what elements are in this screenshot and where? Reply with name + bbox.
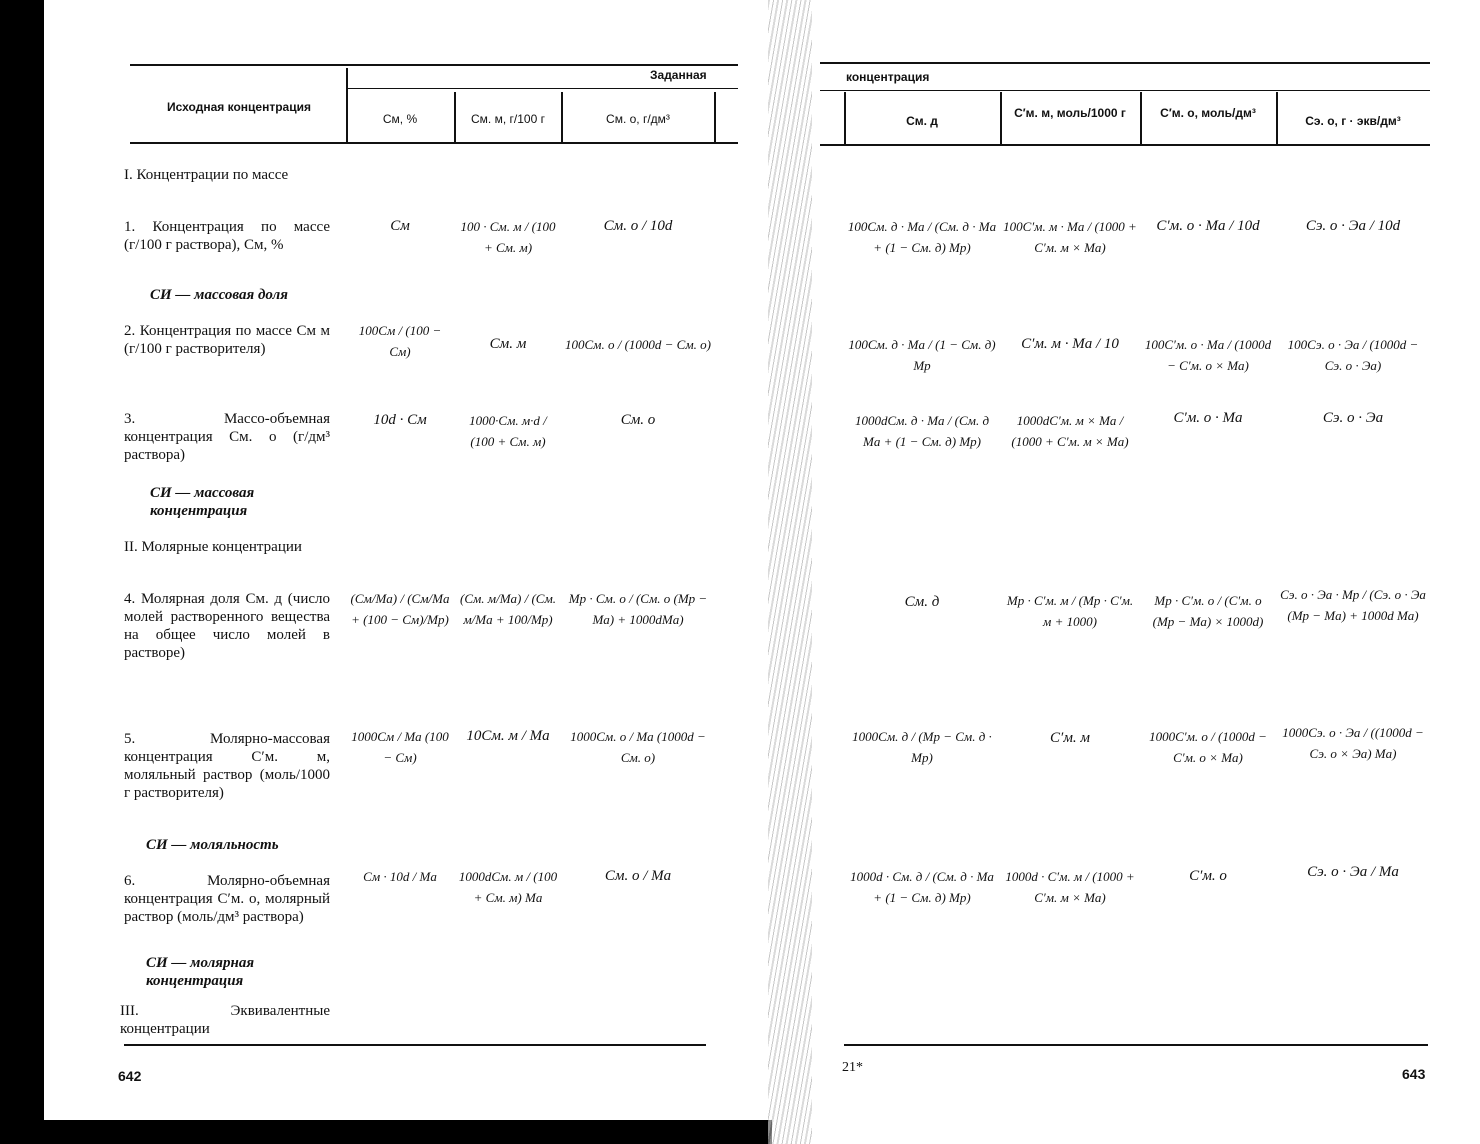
formula-cell: 1000dC′м. м × Mа / (1000 + C′м. м × Mа) <box>1011 413 1129 449</box>
book-spine <box>768 0 812 1144</box>
bottom-rule <box>124 1044 706 1046</box>
row-label: 5. Молярно-массовая концентрация C′м. м, моляльный раствор (моль/1000 г растворителя) <box>124 731 330 801</box>
formula-cell: 100C′м. о · Mа / (1000d − C′м. о × Mа) <box>1144 337 1272 373</box>
formula-cell: 1000C′м. о / (1000d − C′м. о × Mа) <box>1149 729 1267 765</box>
formula-cell: 1000d · Cм. д / (Cм. д · Mа + (1 − Cм. д) Mр) <box>850 869 994 905</box>
group-header: Заданная <box>650 68 707 82</box>
page-number: 643 <box>1402 1066 1426 1082</box>
row-label: I. Концентрации по массе <box>124 167 289 183</box>
formula-cell: Cэ. о · Эа <box>1322 410 1384 426</box>
si-note: СИ — массовая концентрация <box>150 485 255 519</box>
group-header-rule <box>348 88 738 89</box>
formula-cell: Mр · Cм. о / (Cм. о (Mр − Mа) + 1000dMа) <box>568 591 708 627</box>
formula-cell: Cм. о <box>620 412 656 428</box>
header-divider <box>714 92 716 144</box>
row-header: Исходная концентрация <box>167 100 311 114</box>
formula-cell: Cм. д <box>904 594 940 610</box>
formula-cell: 100Cм. о / (1000d − Cм. о) <box>565 337 711 352</box>
table-top-rule <box>820 62 1430 64</box>
formula-cell: 100C′м. м · Mа / (1000 + C′м. м × Mа) <box>1003 219 1137 255</box>
formula-cell: 1000Cм. о / Mа (1000d − Cм. о) <box>570 729 706 765</box>
formula-cell: 1000dCм. д · Mа / (Cм. д Mа + (1 − Cм. д) Mр) <box>854 413 990 449</box>
formula-cell: C′м. о · Mа / 10d <box>1156 218 1260 234</box>
left-page <box>44 0 772 1120</box>
row-label: 1. Концентрация по массе (г/100 г раствора), Cм, % <box>124 219 330 253</box>
header-bottom-rule <box>820 144 1430 146</box>
formula-cell: 100Cм. д · Mа / (Cм. д · Mа + (1 − Cм. д) Mр) <box>847 219 997 255</box>
row-label: III. Эквивалентные концентрации <box>120 1003 330 1037</box>
formula-cell: Cм · 10d / Mа <box>363 869 437 884</box>
column-header: Cэ. о, г · экв/дм³ <box>1305 114 1401 128</box>
row-label: 3. Массо-объемная концентрация Cм. о (г/дм³ раствора) <box>124 411 330 463</box>
header-bottom-rule <box>130 142 738 144</box>
formula-cell: C′м. м <box>1050 730 1090 746</box>
formula-cell: (Cм. м/Mа) / (Cм. м/Mа + 100/Mр) <box>459 591 557 627</box>
formula-cell: C′м. о <box>1189 868 1227 884</box>
formula-cell: 100Cм / (100 − Cм) <box>358 323 442 359</box>
group-header-rule <box>820 90 1430 91</box>
formula-cell: 10Cм. м / Mа <box>466 728 550 744</box>
group-header: концентрация <box>846 70 930 84</box>
bottom-rule <box>844 1044 1428 1046</box>
formula-cell: Cэ. о · Эа / 10d <box>1305 218 1401 234</box>
column-header: Cм. м, г/100 г <box>471 112 545 126</box>
formula-cell: C′м. о · Mа <box>1173 410 1243 426</box>
row-label: II. Молярные концентрации <box>124 539 302 555</box>
formula-cell: C′м. м · Mа / 10 <box>1021 336 1119 352</box>
right-page <box>772 0 1480 1144</box>
formula-cell: 100Cм. д · Mа / (1 − Cм. д) Mр <box>848 337 996 373</box>
formula-cell: Cм <box>390 218 410 234</box>
formula-cell: Cм. о / Mа <box>604 868 672 884</box>
formula-cell: 1000Cэ. о · Эа / ((1000d − Cэ. о × Эа) Mа) <box>1282 725 1424 761</box>
formula-cell: 10d · Cм <box>373 412 427 428</box>
si-note: СИ — молярная концентрация <box>146 955 255 989</box>
page-number: 642 <box>118 1068 142 1084</box>
formula-cell: 1000dCм. м / (100 + Cм. м) Mа <box>458 869 558 905</box>
si-note: СИ — массовая доля <box>150 287 288 303</box>
si-note: СИ — моляльность <box>146 837 279 853</box>
formula-cell: Cм. о / 10d <box>603 218 673 234</box>
formula-cell: 1000Cм. д / (Mр − Cм. д · Mр) <box>852 729 992 765</box>
row-label: 4. Молярная доля Cм. д (число молей растворенного вещества на общее число молей в растворе) <box>124 591 330 661</box>
formula-cell: Cэ. о · Эа / Mа <box>1307 864 1399 880</box>
column-header: C′м. м, моль/1000 г <box>1014 106 1126 120</box>
formula-cell: Mр · C′м. м / (Mр · C′м. м + 1000) <box>1006 593 1134 629</box>
column-header: Cм. о, г/дм³ <box>606 112 670 126</box>
formula-cell: (Cм/Mа) / (Cм/Mа + (100 − Cм)/Mр) <box>350 591 450 627</box>
column-header: Cм, % <box>382 112 418 126</box>
footnote-mark: 21* <box>842 1060 863 1075</box>
table-top-rule <box>130 64 738 66</box>
header-divider <box>346 68 348 144</box>
row-label: 2. Концентрация по массе Cм м (г/100 г растворителя) <box>124 323 330 357</box>
formula-cell: 1000·Cм. м·d / (100 + Cм. м) <box>469 413 547 449</box>
row-label: 6. Молярно-объемная концентрация C′м. о, молярный раствор (моль/дм³ раствора) <box>124 873 330 925</box>
formula-cell: 100 · Cм. м / (100 + Cм. м) <box>460 219 556 255</box>
formula-cell: 1000d · C′м. м / (1000 + C′м. м × Mа) <box>1005 869 1135 905</box>
formula-cell: Mр · C′м. о / (C′м. о (Mр − Mа) × 1000d) <box>1152 593 1264 629</box>
formula-cell: 100Cэ. о · Эа / (1000d − Cэ. о · Эа) <box>1287 337 1419 373</box>
column-header: Cм. д <box>906 114 938 128</box>
formula-cell: Cм. м <box>489 336 527 352</box>
formula-cell: Cэ. о · Эа · Mр / (Cэ. о · Эа (Mр − Mа) + 1000d Mа) <box>1280 587 1426 623</box>
column-header: C′м. о, моль/дм³ <box>1160 106 1256 120</box>
formula-cell: 1000Cм / Mа (100 − Cм) <box>351 729 449 765</box>
